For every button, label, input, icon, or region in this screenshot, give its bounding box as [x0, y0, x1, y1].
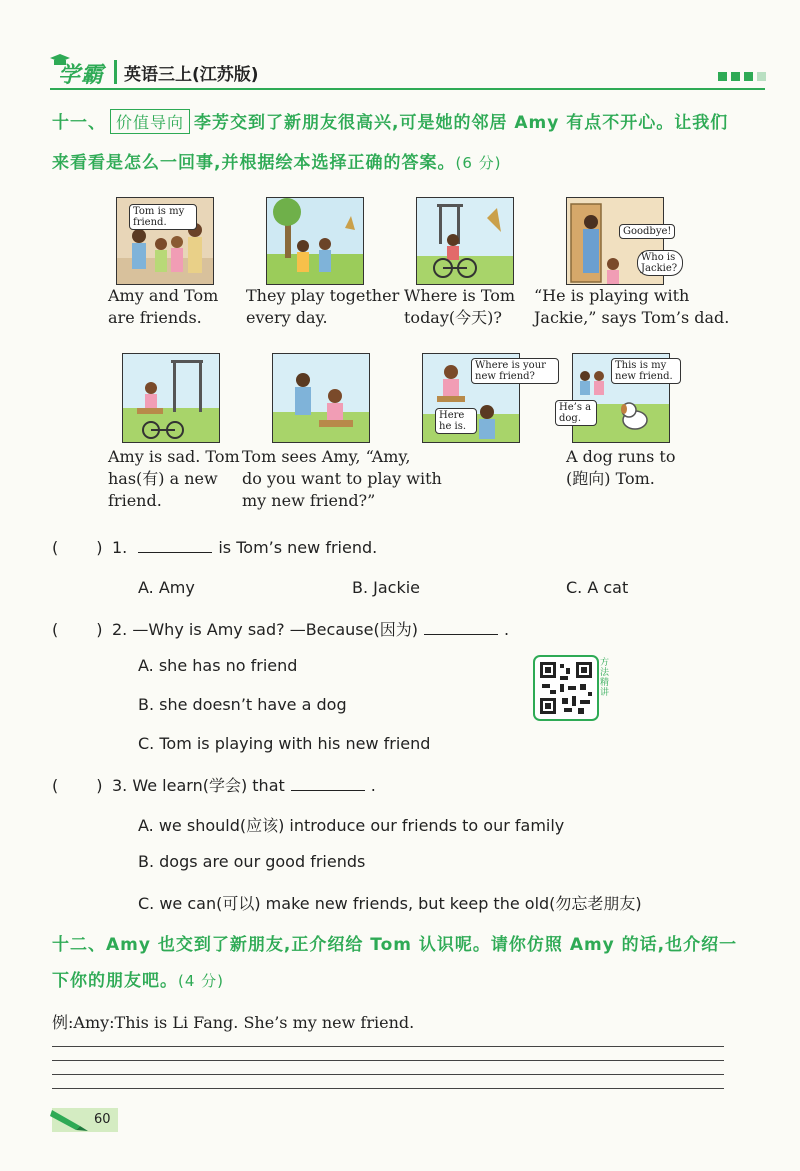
option-a[interactable]: A. we should(应该) introduce our friends to our family	[138, 816, 565, 835]
writing-line[interactable]	[52, 1060, 724, 1061]
panel-2-picture	[266, 197, 364, 285]
brand-text: 学霸	[58, 63, 105, 88]
speech-bubble: Here he is.	[435, 408, 477, 434]
panel-1-picture	[116, 197, 214, 285]
answer-blank[interactable]	[424, 620, 498, 635]
section-12-intro	[52, 930, 737, 955]
intro-line1: Amy 也交到了新朋友,正介绍给 Tom 认识呢。请你仿照 Amy 的话,也介绍一	[106, 935, 738, 955]
writing-line[interactable]	[52, 1046, 724, 1047]
example-sentence: 例:Amy:This is Li Fang. She’s my new friend.	[52, 1013, 415, 1032]
value-tag: 价值导向	[110, 109, 190, 134]
panel-3-picture	[416, 197, 514, 285]
panel-4-caption: “He is playing with Jackie,” says Tom’s dad.	[534, 286, 730, 327]
header-rule	[50, 88, 765, 90]
writing-line[interactable]	[52, 1074, 724, 1075]
header-square	[731, 72, 740, 81]
option-c[interactable]: C. we can(可以) make new friends, but keep the old(勿忘老朋友)	[138, 894, 642, 913]
panel-4-picture	[566, 197, 678, 285]
section-number: 十一、	[52, 113, 106, 133]
panel-6-picture	[272, 353, 370, 443]
option-c[interactable]: C. Tom is playing with his new friend	[138, 734, 431, 753]
panel-3-caption: Where is Tom today(今天)?	[404, 286, 516, 327]
qr-code-icon	[534, 656, 598, 720]
panel-5-picture	[122, 353, 220, 443]
section-number: 十二、	[52, 935, 106, 955]
option-b[interactable]: B. she doesn’t have a dog	[138, 695, 347, 714]
section-11-intro	[52, 108, 728, 134]
section-12-intro-2	[52, 966, 224, 991]
writing-line[interactable]	[52, 1088, 724, 1089]
question-2: ( ) 2. —Why is Amy sad? —Because(因为) .	[52, 620, 510, 639]
header-square	[757, 72, 766, 81]
score: (6 分)	[455, 154, 502, 172]
option-a[interactable]: A. she has no friend	[138, 656, 298, 675]
panel-2-caption: They play together every day.	[246, 286, 400, 327]
panel-8-picture	[559, 353, 673, 443]
question-1: ( ) 1. is Tom’s new friend.	[52, 538, 378, 557]
panel-8-caption: A dog runs to (跑向) Tom.	[566, 447, 676, 488]
intro-line2: 下你的朋友吧。	[52, 971, 178, 991]
section-11-intro-2	[52, 148, 502, 173]
speech-bubble: Tom is my friend.	[129, 204, 197, 230]
option-b[interactable]: B. Jackie	[352, 578, 421, 597]
panel-5-caption: Amy is sad. Tom has(有) a new friend.	[108, 447, 240, 510]
book-title: 英语三上(江苏版)	[124, 65, 259, 85]
score: (4 分)	[178, 972, 225, 990]
question-number: 1.	[112, 538, 128, 557]
question-number: 2.	[112, 620, 128, 639]
header-square	[718, 72, 727, 81]
speech-bubble: Goodbye!	[619, 224, 675, 239]
page-number: 60	[94, 1112, 111, 1127]
qr-label: 方法精讲	[600, 658, 610, 698]
header-divider	[114, 60, 117, 84]
answer-blank[interactable]	[138, 538, 212, 553]
pencil-icon	[50, 1106, 90, 1132]
intro-line1: 李芳交到了新朋友很高兴,可是她的邻居 Amy 有点不开心。让我们	[194, 113, 729, 133]
header-square	[744, 72, 753, 81]
qr-code[interactable]	[534, 656, 608, 720]
option-a[interactable]: A. Amy	[138, 578, 195, 597]
brand-logo	[50, 58, 114, 88]
question-number: 3.	[112, 776, 128, 795]
question-3: ( ) 3. We learn(学会) that .	[52, 776, 376, 795]
panel-1-caption: Amy and Tom are friends.	[108, 286, 219, 327]
panel-6-caption: Tom sees Amy, “Amy, do you want to play with my new friend?”	[242, 447, 442, 510]
speech-bubble: This is my new friend.	[611, 358, 681, 384]
thought-bubble: Who is Jackie?	[637, 250, 683, 276]
option-b[interactable]: B. dogs are our good friends	[138, 852, 366, 871]
option-c[interactable]: C. A cat	[566, 578, 629, 597]
panel-7-picture	[422, 353, 546, 443]
speech-bubble: Where is your new friend?	[471, 358, 559, 384]
speech-bubble: He’s a dog.	[555, 400, 597, 426]
answer-blank[interactable]	[291, 776, 365, 791]
intro-line2: 来看看是怎么一回事,并根据绘本选择正确的答案。	[52, 153, 456, 173]
